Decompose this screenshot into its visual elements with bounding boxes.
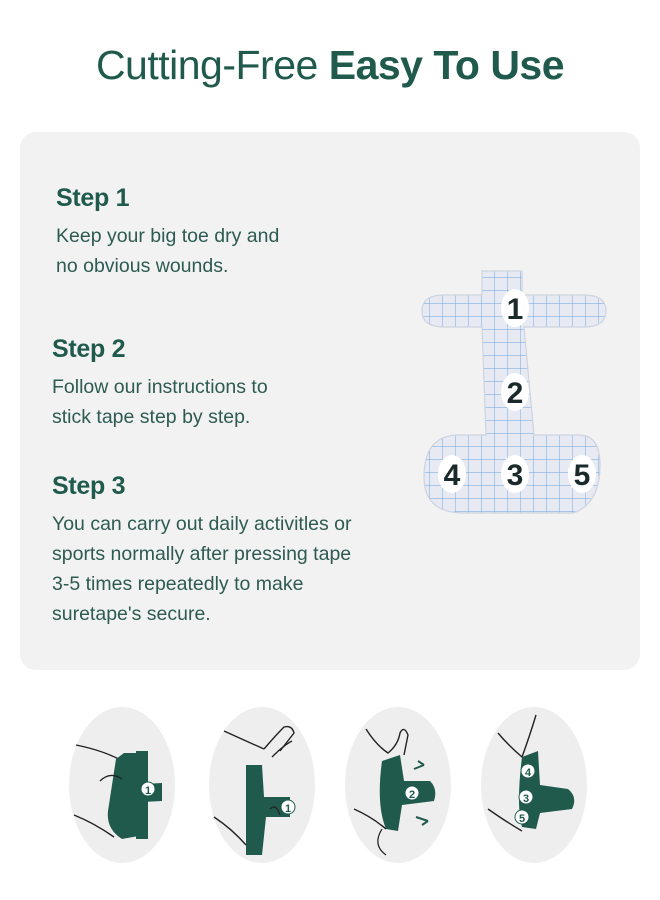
step-2-text [52, 372, 382, 432]
step-2-heading: Step 2 [52, 335, 126, 363]
tape-label-4 [438, 455, 466, 493]
step-3-line-4: suretape's secure. [52, 603, 211, 625]
illustration-2-label: 1 [284, 803, 292, 815]
title-regular: Cutting-Free [95, 42, 318, 88]
step-2-line-1: Follow our instructions to [52, 376, 268, 398]
illustration-4-label-4: 4 [524, 767, 532, 779]
illustration-step-4 [478, 705, 590, 865]
step-1-line-2: no obvious wounds. [56, 255, 229, 277]
illustration-1-label: 1 [144, 785, 152, 797]
svg-text:3: 3 [506, 459, 524, 492]
svg-text:5: 5 [573, 459, 591, 492]
step-3-line-1: You can carry out daily activitles or [52, 513, 352, 535]
title-bold: Easy To Use [328, 42, 565, 88]
illustration-3-label: 2 [408, 789, 416, 801]
tape-label-5 [568, 455, 596, 493]
step-1-text [56, 221, 386, 281]
illustration-4-label-3: 3 [522, 793, 530, 805]
illustration-step-3 [342, 705, 454, 865]
step-1-heading: Step 1 [56, 184, 130, 212]
step-3-heading: Step 3 [52, 472, 126, 500]
step-2 [52, 335, 382, 432]
tape-label-1 [501, 289, 529, 327]
step-1 [56, 184, 386, 281]
illustration-step-1 [66, 705, 178, 865]
tape-label-3 [501, 455, 529, 493]
tape-label-2 [501, 373, 529, 411]
toe-tape-diagram [404, 265, 614, 525]
step-3-text [52, 509, 412, 629]
step-3 [52, 472, 412, 629]
illustration-4-label-5: 5 [518, 813, 526, 825]
page-title [0, 42, 660, 89]
step-1-line-1: Keep your big toe dry and [56, 225, 280, 247]
illustration-step-2 [206, 705, 318, 865]
svg-text:2: 2 [506, 377, 524, 410]
svg-text:1: 1 [506, 293, 524, 326]
instructions-panel [20, 132, 640, 670]
step-3-line-3: 3-5 times repeatedly to make [52, 573, 304, 595]
step-3-line-2: sports normally after pressing tape [52, 543, 352, 565]
svg-text:4: 4 [443, 459, 461, 492]
application-illustrations [0, 705, 660, 865]
step-2-line-2: stick tape step by step. [52, 406, 251, 428]
